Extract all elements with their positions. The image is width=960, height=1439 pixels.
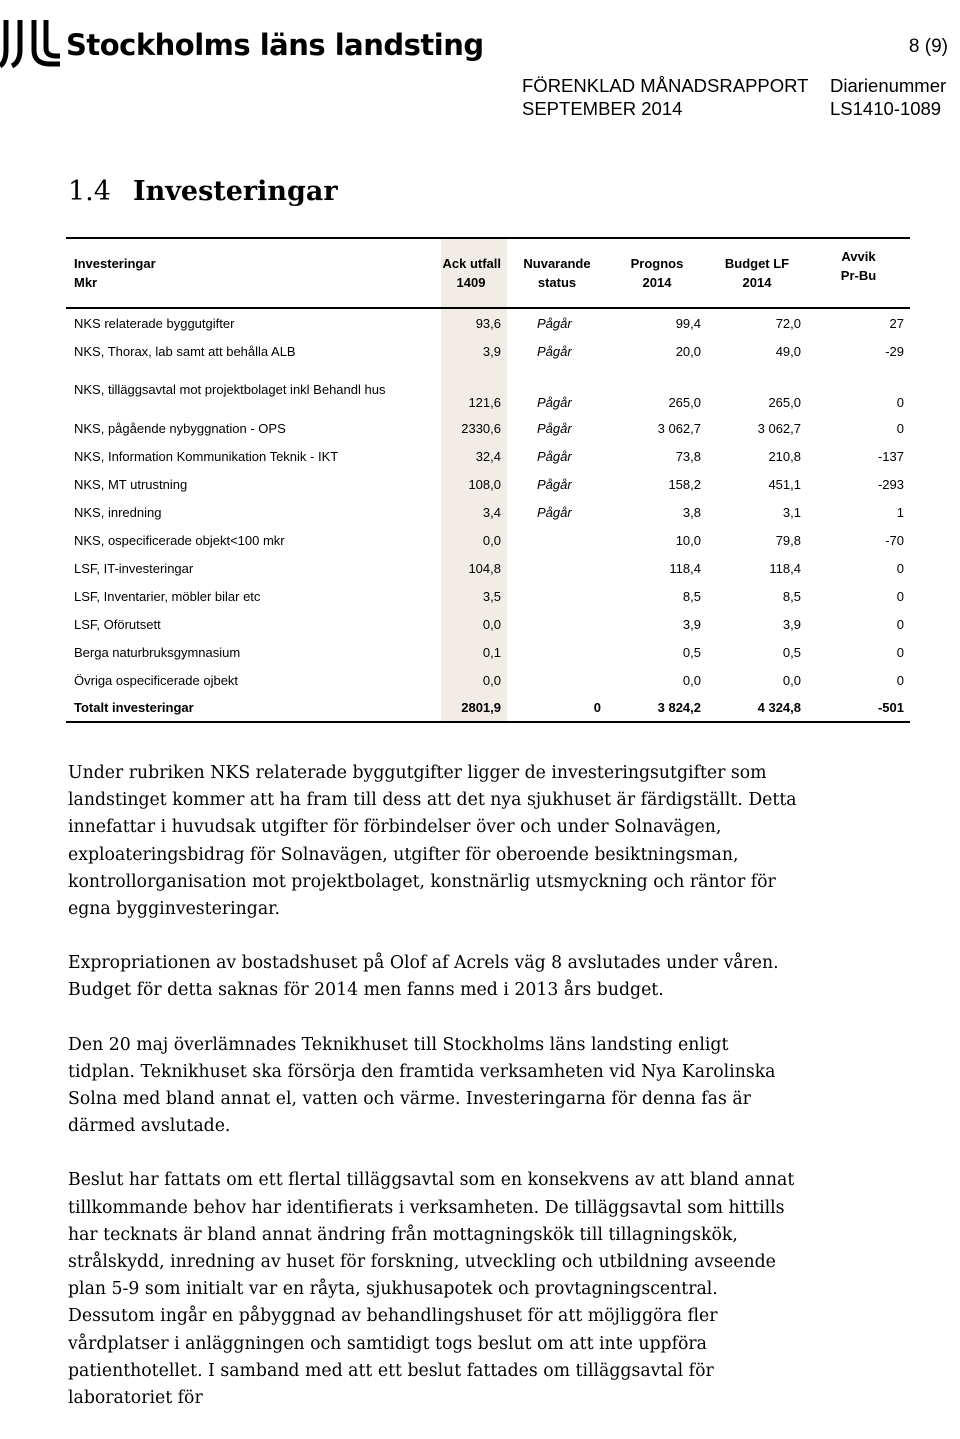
- budget-cell: 265,0: [768, 395, 801, 410]
- budget-cell: 72,0: [775, 315, 801, 331]
- total-label: Totalt investeringar: [66, 694, 441, 722]
- total-status: 0: [507, 694, 607, 722]
- table-row: [66, 337, 910, 365]
- total-budget: 4 324,8: [707, 694, 807, 722]
- ack-utfall-cell: 3,9: [441, 337, 507, 365]
- prognos-cell: 20,0: [675, 343, 701, 359]
- ack-utfall-cell: 0,1: [441, 638, 507, 666]
- status-cell: Pågår: [537, 315, 572, 331]
- section-number: 1.4: [68, 176, 111, 207]
- budget-cell: 0,5: [782, 644, 801, 660]
- budget-cell: 0,0: [782, 672, 801, 688]
- ack-utfall-cell: 3,4: [441, 498, 507, 526]
- avvik-cell: -293: [877, 476, 904, 492]
- diary-block: [830, 74, 946, 120]
- ack-utfall-cell: 104,8: [441, 554, 507, 582]
- table-row: [66, 498, 910, 526]
- status-cell: [507, 666, 607, 694]
- paragraph: Expropriationen av bostadshuset på Olof af Acrels väg 8 avslutades under våren. Budget för detta saknas för 2014 men fanns med i 2013 års budget.: [68, 953, 779, 1001]
- report-period: SEPTEMBER 2014: [522, 98, 683, 119]
- sll-emblem-icon: [0, 20, 60, 68]
- prognos-cell: 99,4: [675, 315, 701, 331]
- avvik-cell: 0: [896, 395, 904, 410]
- body-text: [68, 760, 798, 1439]
- section-title: Investeringar: [132, 176, 338, 207]
- prognos-cell: 158,2: [668, 476, 701, 492]
- org-name: Stockholms läns landsting: [66, 28, 484, 62]
- row-label: LSF, IT-investeringar: [74, 560, 194, 576]
- table-row: [66, 554, 910, 582]
- row-label: LSF, Inventarier, möbler bilar etc: [74, 588, 261, 604]
- budget-cell: 118,4: [769, 560, 801, 576]
- total-avvik: -501: [807, 694, 910, 722]
- table-row: [66, 526, 910, 554]
- column-header: Avvik Pr-Bu: [807, 238, 910, 308]
- avvik-cell: 0: [896, 560, 904, 576]
- column-header: Nuvarande status: [507, 238, 607, 308]
- row-label: NKS, ospecificerade objekt<100 mkr: [74, 532, 285, 548]
- ack-utfall-cell: 0,0: [441, 526, 507, 554]
- total-prognos: 3 824,2: [607, 694, 707, 722]
- row-label: Övriga ospecificerade ojbekt: [74, 672, 239, 688]
- diary-label: Diarienummer: [830, 75, 947, 96]
- avvik-cell: 27: [889, 315, 904, 331]
- status-cell: Pågår: [537, 343, 572, 359]
- ack-utfall-cell: 0,0: [441, 666, 507, 694]
- investment-table: [66, 237, 910, 723]
- table-row: [66, 308, 910, 337]
- ack-utfall-cell: 2330,6: [441, 414, 507, 442]
- column-header: Investeringar Mkr: [66, 238, 441, 308]
- row-label: NKS, pågående nybyggnation - OPS: [74, 420, 286, 436]
- prognos-cell: 10,0: [675, 532, 701, 548]
- prognos-cell: 73,8: [675, 448, 701, 464]
- avvik-cell: 0: [896, 588, 904, 604]
- prognos-cell: 3 062,7: [657, 420, 701, 436]
- table-row: [66, 365, 910, 414]
- column-header: Budget LF 2014: [707, 238, 807, 308]
- avvik-cell: -70: [885, 532, 904, 548]
- avvik-cell: 0: [896, 420, 904, 436]
- budget-cell: 210,8: [768, 448, 801, 464]
- total-row: [66, 694, 910, 722]
- budget-cell: 3,9: [782, 616, 801, 632]
- budget-cell: 3,1: [782, 504, 801, 520]
- table-header-row: [66, 238, 910, 308]
- avvik-cell: 0: [896, 672, 904, 688]
- column-header: Ack utfall 1409: [441, 238, 507, 308]
- row-label: Berga naturbruksgymnasium: [74, 644, 241, 660]
- ack-utfall-cell: 32,4: [441, 442, 507, 470]
- row-label: NKS, MT utrustning: [74, 476, 188, 492]
- avvik-cell: 0: [896, 644, 904, 660]
- paragraph: Under rubriken NKS relaterade byggutgifter ligger de investeringsutgifter som landstinget kommer att ha fram till dess att det nya sjukhuset är färdigställt. Detta innefattar i huvudsak utgifter för förbindelser över och under Solnavägen, exploateringsbidrag för Solnavägen, utgifter för oberoende besiktningsman, kontrollorganisation mot projektbolaget, konstnärlig utsmyckning och räntor för egna bygginvesteringar.: [68, 763, 797, 920]
- prognos-cell: 265,0: [668, 395, 701, 410]
- section-heading: [68, 176, 338, 207]
- diary-number: LS1410-1089: [830, 98, 942, 119]
- status-cell: [507, 610, 607, 638]
- row-label: NKS, inredning: [74, 504, 162, 520]
- ack-utfall-cell: 3,5: [441, 582, 507, 610]
- status-cell: Pågår: [537, 395, 572, 410]
- row-label: NKS, Thorax, lab samt att behålla ALB: [74, 343, 296, 359]
- report-title: FÖRENKLAD MÅNADSRAPPORT: [522, 75, 809, 96]
- ack-utfall-cell: 121,6: [441, 365, 507, 414]
- organisation-logo: [0, 20, 484, 68]
- status-cell: [507, 638, 607, 666]
- table-row: [66, 470, 910, 498]
- prognos-cell: 3,9: [682, 616, 701, 632]
- status-cell: Pågår: [537, 504, 572, 520]
- page-number: 8 (9): [908, 36, 948, 57]
- table-row: [66, 582, 910, 610]
- avvik-cell: -29: [885, 343, 904, 359]
- budget-cell: 3 062,7: [757, 420, 801, 436]
- budget-cell: 8,5: [782, 588, 801, 604]
- ack-utfall-cell: 0,0: [441, 610, 507, 638]
- budget-cell: 451,1: [768, 476, 801, 492]
- ack-utfall-cell: 93,6: [441, 308, 507, 337]
- status-cell: Pågår: [537, 448, 572, 464]
- column-header: Prognos 2014: [607, 238, 707, 308]
- paragraph: Beslut har fattats om ett flertal tilläggsavtal som en konsekvens av att bland annat tillkommande behov har identifierats i verksamheten. De tilläggsavtal som hittills har tecknats är bland annat ändring från mottagningskök till tillagningskök, strålskydd, inredning av huset för forskning, utveckling och utbildning avseende plan 5-9 som initialt var en råyta, sjukhusapotek och provtagningscentral. Dessutom ingår en påbyggnad av behandlingshuset för att möjliggöra fler vårdplatser i anläggningen och samtidigt togs beslut om att inte uppföra patienthotellet. I samband med att ett beslut fattades om tilläggsavtal för laboratoriet för: [68, 1170, 795, 1409]
- row-label: LSF, Oförutsett: [74, 616, 161, 632]
- status-cell: [507, 554, 607, 582]
- prognos-cell: 3,8: [682, 504, 701, 520]
- row-label: NKS, tilläggsavtal mot projektbolaget inkl Behandl hus: [74, 382, 386, 397]
- table-body: [66, 308, 910, 722]
- prognos-cell: 8,5: [682, 588, 701, 604]
- report-heading: [522, 74, 808, 120]
- prognos-cell: 0,0: [682, 672, 701, 688]
- avvik-cell: 0: [896, 616, 904, 632]
- ack-utfall-cell: 108,0: [441, 470, 507, 498]
- status-cell: Pågår: [537, 420, 572, 436]
- table-row: [66, 442, 910, 470]
- table-row: [66, 610, 910, 638]
- status-cell: Pågår: [537, 476, 572, 492]
- row-label: NKS, Information Kommunikation Teknik - IKT: [74, 448, 339, 464]
- avvik-cell: 1: [896, 504, 904, 520]
- avvik-cell: -137: [877, 448, 904, 464]
- table-row: [66, 638, 910, 666]
- prognos-cell: 0,5: [682, 644, 701, 660]
- budget-cell: 49,0: [775, 343, 801, 359]
- status-cell: [507, 582, 607, 610]
- total-ack-utfall: 2801,9: [441, 694, 507, 722]
- table-row: [66, 414, 910, 442]
- row-label: NKS relaterade byggutgifter: [74, 315, 235, 331]
- budget-cell: 79,8: [775, 532, 801, 548]
- prognos-cell: 118,4: [669, 560, 701, 576]
- status-cell: [507, 526, 607, 554]
- table-row: [66, 666, 910, 694]
- paragraph: Den 20 maj överlämnades Teknikhuset till Stockholms läns landsting enligt tidplan. Teknikhuset ska försörja den framtida verksamheten vid Nya Karolinska Solna med bland annat el, vatten och värme. Investeringarna för denna fas är därmed avslutade.: [68, 1034, 776, 1137]
